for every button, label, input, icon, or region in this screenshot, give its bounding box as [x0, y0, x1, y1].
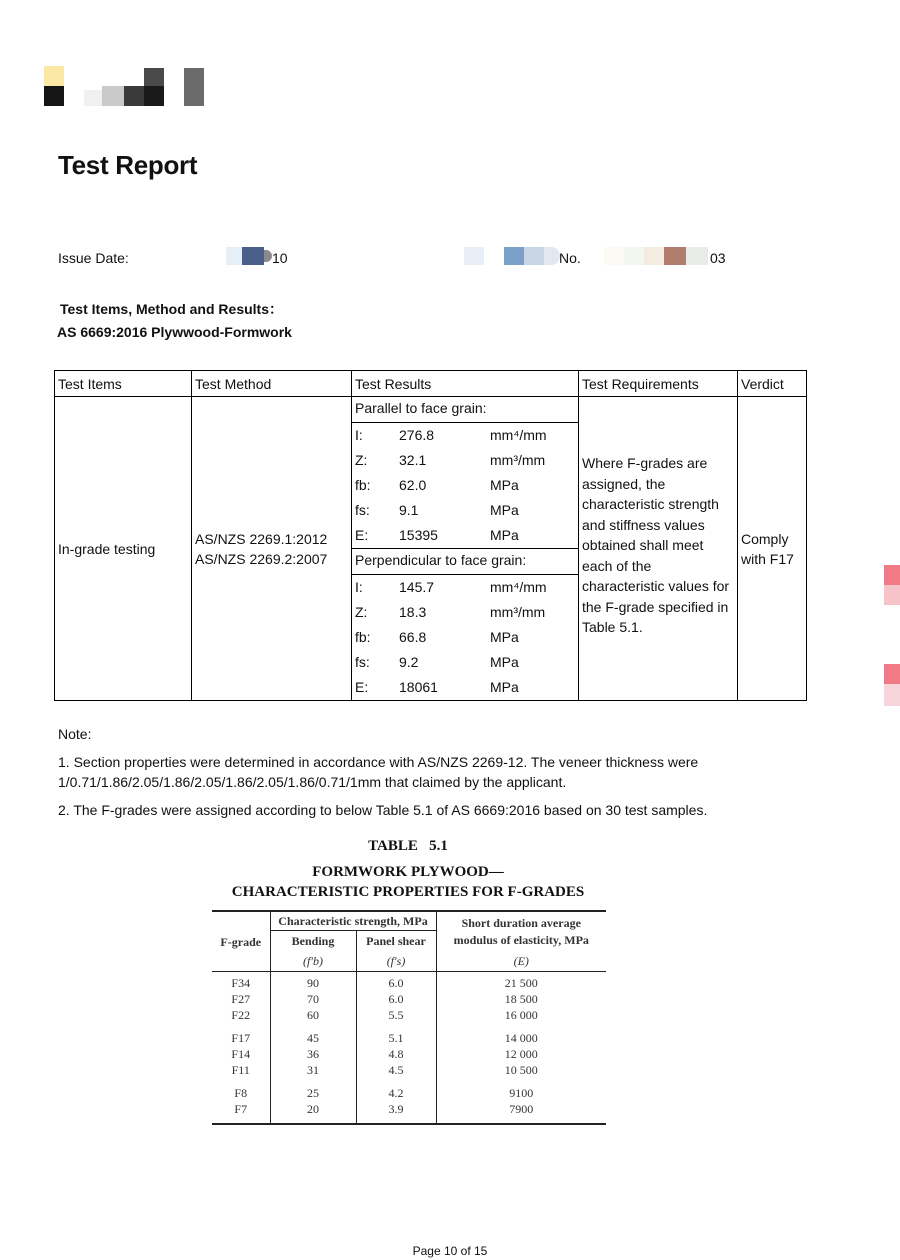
- col-shear: Panel shear: [366, 934, 426, 948]
- col-bending-symbol: (f′b): [270, 951, 356, 972]
- result-value: 276.8: [399, 427, 435, 443]
- verdict-cell: [738, 397, 807, 701]
- result-symbol: fs:: [355, 502, 370, 518]
- col-moe-line: Short duration average: [461, 915, 581, 930]
- moe-cell: 7900: [509, 1102, 534, 1116]
- result-unit: MPa: [490, 502, 519, 518]
- perpendicular-heading: Perpendicular to face grain:: [355, 552, 527, 568]
- page-number: Page 10 of 15: [412, 1244, 488, 1258]
- result-symbol: E:: [355, 679, 369, 695]
- redacted-report-no: [604, 247, 708, 265]
- table51: [212, 910, 606, 1125]
- result-value: 9.1: [399, 502, 419, 518]
- issue-date-label: Issue Date:: [58, 250, 129, 266]
- table51-subtitle-2: CHARACTERISTIC PROPERTIES FOR F-GRADES: [231, 884, 585, 900]
- bending-cell: 45: [270, 1023, 356, 1046]
- fgrade-cell: F27: [212, 991, 270, 1007]
- result-symbol: fb:: [355, 629, 371, 645]
- result-symbol: Z:: [355, 452, 368, 468]
- result-unit: MPa: [490, 654, 519, 670]
- col-moe-line: modulus of elasticity, MPa: [453, 932, 589, 947]
- requirement-line: characteristic values for: [582, 578, 730, 594]
- fgrade-row: [212, 1101, 606, 1124]
- result-unit: mm⁴/mm: [490, 427, 547, 443]
- result-value: 9.2: [399, 654, 419, 670]
- fgrade-row: [212, 1078, 606, 1101]
- header-verdict: Verdict: [738, 371, 807, 397]
- table51-title: TABLE 5.1: [368, 838, 448, 854]
- section-heading: Test Items, Method and Results：: [60, 301, 283, 317]
- col-shear-symbol: (f′s): [356, 951, 436, 972]
- fgrade-row: [212, 972, 606, 992]
- moe-cell: 12 000: [504, 1047, 538, 1061]
- header-test-method: Test Method: [192, 371, 352, 397]
- shear-cell: 5.5: [356, 1007, 436, 1023]
- shear-cell: 4.5: [356, 1062, 436, 1078]
- redacted-label: [464, 247, 560, 265]
- result-value: 15395: [399, 527, 438, 543]
- moe-cell: 14 000: [504, 1031, 538, 1045]
- shear-cell: 3.9: [356, 1101, 436, 1124]
- fgrade-cell: F8: [212, 1078, 270, 1101]
- note-1: [58, 752, 698, 792]
- bending-cell: 25: [270, 1078, 356, 1101]
- result-unit: mm³/mm: [490, 452, 546, 468]
- result-value: 18061: [399, 679, 438, 695]
- verdict-line: Comply: [741, 530, 789, 547]
- result-value: 32.1: [399, 452, 427, 468]
- requirement-line: characteristic strength: [582, 496, 719, 512]
- col-bending: Bending: [270, 931, 356, 952]
- col-moe-symbol: (E): [436, 951, 606, 972]
- bending-cell: 20: [270, 1101, 356, 1124]
- result-unit: MPa: [490, 679, 519, 695]
- result-unit: MPa: [490, 527, 519, 543]
- requirement-line: each of the: [582, 557, 652, 574]
- col-fgrade: F-grade: [212, 911, 270, 972]
- fgrade-cell: F7: [212, 1101, 270, 1124]
- results-table: [54, 370, 807, 701]
- col-moe: [436, 911, 606, 951]
- moe-cell: 21 500: [504, 976, 538, 990]
- result-value: 66.8: [399, 629, 427, 645]
- fgrade-rows: [212, 972, 606, 1125]
- header-test-items: Test Items: [55, 371, 192, 397]
- redacted-date: [226, 247, 272, 265]
- bending-cell: 90: [270, 972, 356, 992]
- result-symbol: I:: [355, 579, 363, 595]
- test-requirements-cell: [579, 397, 738, 701]
- moe-cell: 18 500: [504, 992, 538, 1006]
- result-symbol: fb:: [355, 477, 371, 493]
- requirement-line: obtained shall meet: [582, 537, 704, 553]
- table51-subtitle-1: FORMWORK PLYWOOD—: [312, 864, 504, 880]
- fgrade-cell: F34: [212, 972, 270, 992]
- standard-heading: AS 6669:2016 Plywwood-Formwork: [57, 324, 292, 340]
- test-item-cell: In-grade testing: [55, 397, 192, 701]
- result-unit: mm⁴/mm: [490, 579, 547, 595]
- requirement-line: Table 5.1.: [582, 619, 643, 635]
- header-test-requirements: Test Requirements: [579, 371, 738, 397]
- fgrade-cell: F22: [212, 1007, 270, 1023]
- verdict-line: with F17: [741, 550, 794, 567]
- scan-artifact: [884, 664, 900, 706]
- shear-cell: 6.0: [356, 991, 436, 1007]
- shear-cell: 6.0: [356, 972, 436, 992]
- fgrade-cell: F11: [212, 1062, 270, 1078]
- fgrade-row: [212, 991, 606, 1007]
- report-no-value: 03: [710, 250, 726, 266]
- moe-cell: 10 500: [504, 1063, 538, 1077]
- result-unit: MPa: [490, 629, 519, 645]
- result-symbol: E:: [355, 527, 369, 543]
- bending-cell: 70: [270, 991, 356, 1007]
- page-title: Test Report: [58, 150, 198, 180]
- moe-cell: 9100: [509, 1086, 534, 1100]
- result-value: 145.7: [399, 579, 435, 595]
- result-unit: MPa: [490, 477, 519, 493]
- requirement-line: and stiffness values: [582, 516, 705, 533]
- result-symbol: I:: [355, 427, 363, 443]
- col-char-strength: Characteristic strength, MPa: [270, 911, 436, 931]
- moe-cell: 16 000: [504, 1008, 538, 1022]
- method-line: AS/NZS 2269.1:2012: [195, 530, 328, 547]
- requirement-line: assigned, the: [582, 475, 666, 492]
- shear-cell: 4.8: [356, 1046, 436, 1062]
- header-test-results: Test Results: [352, 371, 579, 397]
- report-no-label: No.: [559, 250, 581, 266]
- shear-cell: 4.2: [356, 1078, 436, 1101]
- fgrade-row: [212, 1007, 606, 1023]
- requirement-line: the F-grade specified in: [582, 598, 729, 615]
- fgrade-row: [212, 1062, 606, 1078]
- result-symbol: Z:: [355, 604, 368, 620]
- bending-cell: 36: [270, 1046, 356, 1062]
- fgrade-row: [212, 1023, 606, 1046]
- note-1-line: 1. Section properties were determined in accordance with AS/NZS 2269-12. The veneer thickness were: [58, 754, 699, 770]
- fgrade-cell: F14: [212, 1046, 270, 1062]
- issue-date-value: 10: [272, 250, 288, 266]
- requirement-line: Where F-grades are: [582, 455, 708, 471]
- note-label: Note:: [58, 726, 92, 742]
- fgrade-cell: F17: [212, 1023, 270, 1046]
- result-symbol: fs:: [355, 654, 370, 670]
- method-line: AS/NZS 2269.2:2007: [195, 550, 328, 567]
- shear-cell: 5.1: [356, 1023, 436, 1046]
- test-results-cell: [352, 397, 579, 701]
- bending-cell: 31: [270, 1062, 356, 1078]
- note-1-line: 1/0.71/1.86/2.05/1.86/2.05/1.86/2.05/1.86/0.71/1mm that claimed by the applicant.: [58, 774, 567, 790]
- result-value: 62.0: [399, 477, 427, 493]
- company-logo: [44, 66, 210, 106]
- note-2: 2. The F-grades were assigned according to below Table 5.1 of AS 6669:2016 based on 30 test samples.: [58, 802, 708, 818]
- result-unit: mm³/mm: [490, 604, 546, 620]
- fgrade-row: [212, 1046, 606, 1062]
- result-value: 18.3: [399, 604, 427, 620]
- bending-cell: 60: [270, 1007, 356, 1023]
- parallel-heading: Parallel to face grain:: [355, 400, 487, 416]
- scan-artifact: [884, 565, 900, 605]
- test-method-cell: [192, 397, 352, 701]
